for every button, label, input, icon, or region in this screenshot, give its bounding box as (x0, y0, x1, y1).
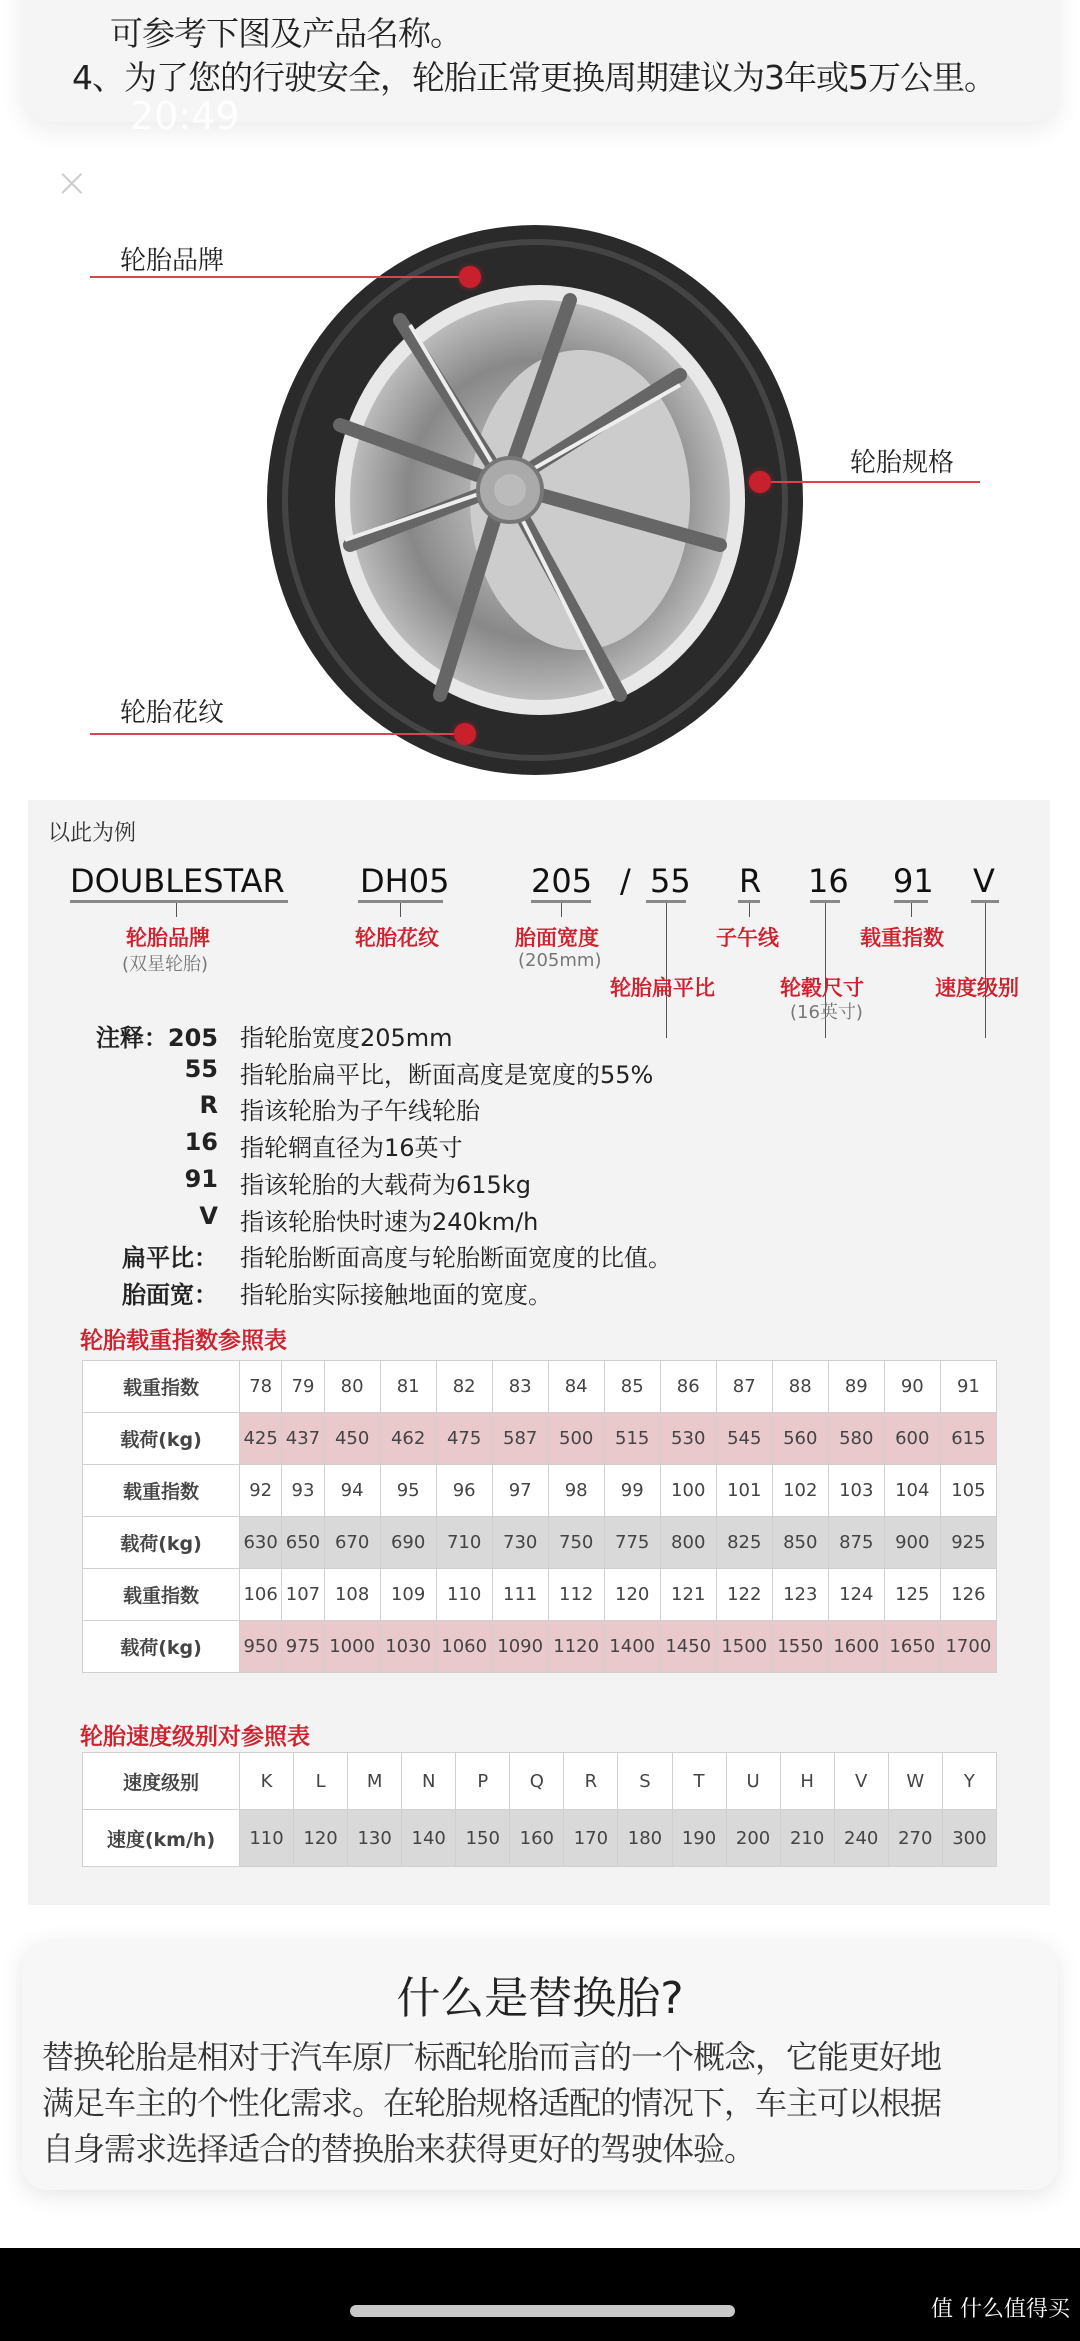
replacement-tire-card (22, 1940, 1058, 2190)
table-cell: L (294, 1753, 348, 1810)
table-cell: 107 (282, 1569, 324, 1621)
table-cell: 104 (884, 1465, 940, 1517)
table-cell: 123 (772, 1569, 828, 1621)
label-width-sub: (205mm) (518, 950, 602, 971)
table-cell: 93 (282, 1465, 324, 1517)
table-cell: 240 (834, 1810, 888, 1867)
info-line: 4、为了您的行驶安全，轮胎正常更换周期建议为3年或5万公里。 (72, 58, 996, 97)
load-table-title: 轮胎载重指数参照表 (80, 1328, 287, 1354)
table-cell: 94 (324, 1465, 380, 1517)
table-row (83, 1810, 997, 1867)
row-header: 载重指数 (83, 1465, 240, 1517)
table-row (83, 1569, 997, 1621)
close-icon[interactable]: × (55, 160, 89, 206)
table-cell: 140 (402, 1810, 456, 1867)
code-radial: R (739, 862, 762, 900)
table-cell: P (456, 1753, 510, 1810)
code-load: 91 (893, 862, 934, 900)
code-slash: / (620, 862, 631, 900)
table-cell: 80 (324, 1361, 380, 1413)
table-cell: 1650 (884, 1621, 940, 1673)
callout-line (90, 276, 470, 278)
table-cell: 150 (456, 1810, 510, 1867)
row-header: 速度级别 (83, 1753, 240, 1810)
note-key: 16 (184, 1128, 218, 1157)
table-cell: 125 (884, 1569, 940, 1621)
row-header: 载重指数 (83, 1569, 240, 1621)
label-aspect: 轮胎扁平比 (610, 976, 715, 1000)
note-desc: 指该轮胎快时速为240km/h (240, 1207, 539, 1236)
table-cell: 100 (660, 1465, 716, 1517)
table-cell: 79 (282, 1361, 324, 1413)
code-width: 205 (531, 862, 593, 900)
table-cell: 82 (436, 1361, 492, 1413)
table-cell: 170 (564, 1810, 618, 1867)
table-cell: 99 (604, 1465, 660, 1517)
table-cell: 121 (660, 1569, 716, 1621)
table-cell: 105 (940, 1465, 996, 1517)
table-cell: Q (510, 1753, 564, 1810)
note-key: 注释：205 (95, 1024, 218, 1052)
table-cell: 126 (940, 1569, 996, 1621)
card-text-line: 自身需求选择适合的替换胎来获得更好的驾驶体验。 (42, 2130, 756, 2168)
table-cell: 730 (492, 1517, 548, 1569)
table-row (83, 1753, 997, 1810)
table-cell: 710 (436, 1517, 492, 1569)
table-cell: K (240, 1753, 294, 1810)
table-cell: N (402, 1753, 456, 1810)
table-cell: Y (942, 1753, 996, 1810)
home-indicator[interactable] (350, 2305, 735, 2317)
table-cell: 96 (436, 1465, 492, 1517)
table-cell: 300 (942, 1810, 996, 1867)
table-cell: 650 (282, 1517, 324, 1569)
table-cell: 112 (548, 1569, 604, 1621)
table-cell: 875 (828, 1517, 884, 1569)
table-cell: 190 (672, 1810, 726, 1867)
table-cell: 825 (716, 1517, 772, 1569)
table-cell: 83 (492, 1361, 548, 1413)
label-brand-sub: (双星轮胎) (122, 954, 209, 975)
note-desc: 指轮辋直径为16英寸 (240, 1134, 463, 1163)
card-text-line: 替换轮胎是相对于汽车原厂标配轮胎而言的一个概念，它能更好地 (42, 2038, 942, 2076)
label-rim: 轮毂尺寸 (780, 976, 864, 1000)
row-header: 载荷(kg) (83, 1413, 240, 1465)
callout-dot (454, 723, 476, 745)
table-cell: 615 (940, 1413, 996, 1465)
speed-table-title: 轮胎速度级别对参照表 (80, 1724, 310, 1750)
table-cell: 124 (828, 1569, 884, 1621)
table-cell: 515 (604, 1413, 660, 1465)
bottom-bar (0, 2248, 1080, 2341)
table-cell: 800 (660, 1517, 716, 1569)
row-header: 载荷(kg) (83, 1621, 240, 1673)
table-cell: 580 (828, 1413, 884, 1465)
table-cell: 86 (660, 1361, 716, 1413)
code-brand: DOUBLESTAR (70, 862, 285, 900)
info-line: 可参考下图及产品名称。 (110, 14, 462, 53)
table-cell: 1000 (324, 1621, 380, 1673)
table-cell: 89 (828, 1361, 884, 1413)
callout-dot (749, 471, 771, 493)
tire-brand-label: 轮胎品牌 (120, 246, 225, 276)
table-cell: 475 (436, 1413, 492, 1465)
card-title: 什么是替换胎? (396, 1973, 684, 2024)
table-row (83, 1361, 997, 1413)
note-desc: 指轮胎实际接触地面的宽度。 (240, 1280, 552, 1309)
table-cell: 180 (618, 1810, 672, 1867)
note-key: 55 (184, 1054, 218, 1083)
table-cell: 160 (510, 1810, 564, 1867)
callout-dot (459, 266, 481, 288)
table-cell: H (780, 1753, 834, 1810)
table-cell: 630 (240, 1517, 282, 1569)
table-cell: 210 (780, 1810, 834, 1867)
table-cell: 81 (380, 1361, 436, 1413)
table-cell: 900 (884, 1517, 940, 1569)
table-cell: S (618, 1753, 672, 1810)
table-cell: 1030 (380, 1621, 436, 1673)
table-cell: 109 (380, 1569, 436, 1621)
tire-spec-label: 轮胎规格 (850, 448, 955, 478)
table-cell: 108 (324, 1569, 380, 1621)
table-cell: 92 (240, 1465, 282, 1517)
note-key: 扁平比： (122, 1244, 218, 1273)
code-speed: V (973, 862, 995, 900)
note-desc: 指轮胎扁平比，断面高度是宽度的55% (240, 1060, 654, 1089)
table-cell: 97 (492, 1465, 548, 1517)
table-cell: M (348, 1753, 402, 1810)
label-pattern: 轮胎花纹 (355, 926, 439, 950)
table-cell: V (834, 1753, 888, 1810)
note-key: R (199, 1091, 218, 1120)
table-cell: 1600 (828, 1621, 884, 1673)
table-cell: 545 (716, 1413, 772, 1465)
table-cell: 950 (240, 1621, 282, 1673)
note-desc: 指该轮胎的大载荷为615kg (240, 1170, 531, 1199)
label-brand: 轮胎品牌 (126, 926, 210, 950)
card-text-line: 满足车主的个性化需求。在轮胎规格适配的情况下，车主可以根据 (42, 2084, 942, 2122)
table-cell: 975 (282, 1621, 324, 1673)
table-row (83, 1517, 997, 1569)
callout-line (760, 481, 980, 483)
note-key: V (199, 1201, 218, 1230)
table-cell: 1060 (436, 1621, 492, 1673)
table-row (83, 1621, 997, 1673)
label-load: 载重指数 (860, 926, 944, 950)
table-cell: 88 (772, 1361, 828, 1413)
code-pattern: DH05 (360, 862, 450, 900)
table-cell: W (888, 1753, 942, 1810)
table-cell: 1550 (772, 1621, 828, 1673)
note-desc: 指轮胎宽度205mm (240, 1024, 453, 1052)
table-cell: 103 (828, 1465, 884, 1517)
table-cell: R (564, 1753, 618, 1810)
table-cell: 690 (380, 1517, 436, 1569)
row-header: 速度(km/h) (83, 1810, 240, 1867)
table-cell: 111 (492, 1569, 548, 1621)
table-cell: 122 (716, 1569, 772, 1621)
table-cell: 560 (772, 1413, 828, 1465)
label-rim-sub: (16英寸) (790, 1002, 863, 1023)
code-aspect: 55 (650, 862, 691, 900)
watermark: 值 什么值得买 (931, 2297, 1070, 2322)
table-cell: U (726, 1753, 780, 1810)
table-cell: 95 (380, 1465, 436, 1517)
table-cell: 102 (772, 1465, 828, 1517)
table-cell: 750 (548, 1517, 604, 1569)
table-cell: 925 (940, 1517, 996, 1569)
note-desc: 指该轮胎为子午线轮胎 (240, 1097, 480, 1126)
table-cell: 130 (348, 1810, 402, 1867)
row-header: 载重指数 (83, 1361, 240, 1413)
table-cell: 530 (660, 1413, 716, 1465)
table-cell: 270 (888, 1810, 942, 1867)
table-cell: 78 (240, 1361, 282, 1413)
table-cell: 1090 (492, 1621, 548, 1673)
table-cell: 600 (884, 1413, 940, 1465)
example-title: 以此为例 (48, 821, 137, 846)
table-cell: 500 (548, 1413, 604, 1465)
table-cell: 1400 (604, 1621, 660, 1673)
table-cell: 450 (324, 1413, 380, 1465)
table-row (83, 1413, 997, 1465)
note-key: 91 (184, 1164, 218, 1193)
callout-line (90, 733, 465, 735)
status-time: 20:49 (130, 94, 240, 138)
table-cell: 587 (492, 1413, 548, 1465)
table-cell: 425 (240, 1413, 282, 1465)
table-cell: 85 (604, 1361, 660, 1413)
table-cell: 110 (436, 1569, 492, 1621)
table-cell: 87 (716, 1361, 772, 1413)
table-cell: 850 (772, 1517, 828, 1569)
note-key: 胎面宽： (122, 1280, 218, 1309)
load-index-table (82, 1360, 997, 1673)
table-cell: 200 (726, 1810, 780, 1867)
table-cell: T (672, 1753, 726, 1810)
tire-image (250, 225, 810, 785)
table-cell: 120 (604, 1569, 660, 1621)
table-cell: 1700 (940, 1621, 996, 1673)
table-cell: 437 (282, 1413, 324, 1465)
table-row (83, 1465, 997, 1517)
table-cell: 670 (324, 1517, 380, 1569)
tire-code-explainer (28, 800, 1050, 1905)
table-cell: 90 (884, 1361, 940, 1413)
label-radial: 子午线 (716, 926, 779, 950)
table-cell: 84 (548, 1361, 604, 1413)
label-speed: 速度级别 (935, 976, 1019, 1000)
table-cell: 462 (380, 1413, 436, 1465)
table-cell: 91 (940, 1361, 996, 1413)
table-cell: 98 (548, 1465, 604, 1517)
table-cell: 101 (716, 1465, 772, 1517)
table-cell: 106 (240, 1569, 282, 1621)
table-cell: 110 (240, 1810, 294, 1867)
table-cell: 1500 (716, 1621, 772, 1673)
speed-rating-table (82, 1752, 997, 1867)
table-cell: 1120 (548, 1621, 604, 1673)
note-desc: 指轮胎断面高度与轮胎断面宽度的比值。 (240, 1244, 672, 1273)
label-width: 胎面宽度 (515, 926, 599, 950)
table-cell: 1450 (660, 1621, 716, 1673)
tire-pattern-label: 轮胎花纹 (120, 698, 225, 728)
table-cell: 775 (604, 1517, 660, 1569)
row-header: 载荷(kg) (83, 1517, 240, 1569)
code-rim: 16 (808, 862, 849, 900)
table-cell: 120 (294, 1810, 348, 1867)
